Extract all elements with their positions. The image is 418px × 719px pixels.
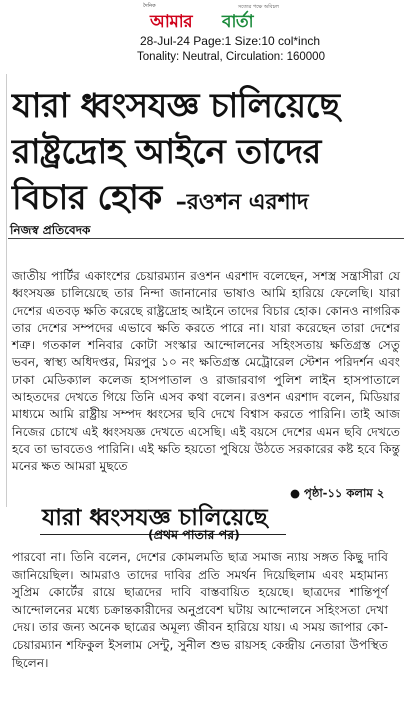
continuation-body: পারবো না। তিনি বলেন, দেশের কোমলমতি ছাত্র সমাজ ন্যায় সঙ্গত কিছু দাবি জানিয়েছিল। আমরাও তাদের দাবির প্রতি সমর্থন দিয়েছিলাম এবং মহামান্য সুপ্রিম কোর্টের রায়ে ছাত্রদের দাবি বাস্তবায়িত হয়েছে। ছাত্রদের শান্তিপূর্ণ আন্দোলনের মধ্যে চক্রান্তকারীদের অনুপ্রবেশ ঘটায় আন্দোলনে সহিংসতা দেখা দেয়। তার জন্য অনেক ছাত্রের অমূল্য জীবন হারিয়ে যায়। এ সময় জাপার কো-চেয়ারম্যান শফিকুল ইসলাম সেন্টু, সুনীল শুভ রায়সহ কেন্দ্রীয় নেতারা উপস্থিত ছিলেন। bbox=[12, 550, 388, 670]
newspaper-masthead bbox=[0, 0, 418, 30]
page-jump-reference: ● পৃষ্ঠা-১১ কলাম ২ bbox=[290, 486, 385, 500]
continuation-headline: যারা ধ্বংসযজ্ঞ চালিয়েছে bbox=[42, 505, 268, 531]
clipping-meta-tonality: Tonality: Neutral, Circulation: 160000 bbox=[137, 51, 325, 63]
logo-prefix: দৈনিক bbox=[143, 3, 156, 9]
logo-tagline: সত্যের পক্ষে অবিচল bbox=[238, 4, 279, 10]
headline-byline: –রওশন এরশাদ bbox=[175, 190, 309, 215]
logo-word-barta: বার্তা bbox=[222, 12, 254, 32]
headline-line-1: যারা ধ্বংসযজ্ঞ চালিয়েছে bbox=[12, 86, 340, 126]
reporter-credit: নিজস্ব প্রতিবেদক bbox=[10, 223, 91, 237]
headline-line-2: রাষ্ট্রদ্রোহ আইনে তাদের bbox=[12, 132, 321, 172]
continuation-label: (প্রথম পাতার পর) bbox=[148, 527, 240, 542]
headline-line-3-text: বিচার হোক bbox=[12, 178, 162, 218]
logo-word-amar: আমার bbox=[150, 12, 193, 32]
clipping-meta-date: 28-Jul-24 Page:1 Size:10 col*inch bbox=[139, 34, 321, 48]
divider bbox=[8, 238, 404, 239]
article-body: জাতীয় পার্টির একাংশের চেয়ারম্যান রওশন এরশাদ বলেছেন, সশস্ত্র সন্ত্রাসীরা যে ধ্বংসযজ্ঞ চালিয়েছে তার নিন্দা জানানোর ভাষাও আমি হারিয়ে ফেলেছি। যারা দেশের এতবড় ক্ষতি করেছে রাষ্ট্রদ্রোহ আইনে তাদের বিচার হোক। কোনও নাগরিক তার দেশের সম্পদের এভাবে ক্ষতি করতে পারে না। যারা করেছেন তারা দেশের শত্রু। গতকাল শনিবার কোটা সংস্কার আন্দোলনের সহিংসতায় ক্ষতিগ্রস্ত সেতু ভবন, স্বাস্থ্য অধিদপ্তর, মিরপুর ১০ নং ক্ষতিগ্রস্ত মেট্রোরেল স্টেশন পরিদর্শন এবং ঢাকা মেডিক্যাল কলেজ হাসপাতাল ও রাজারবাগ পুলিশ লাইন হাসপাতালে আহতদের দেখতে গিয়ে তিনি এসব কথা বলেন। রওশন এরশাদ বলেন, মিডিয়ার মাধ্যমে আমি রাষ্ট্রীয় সম্পদ ধ্বংসের ছবি দেখে বিশ্বাস করতে পারিনি। তাই আজ নিজের চোখে এই ধ্বংসযজ্ঞ দেখতে এসেছি। এই বয়সে দেশের এমন ছবি দেখতে হবে তা ভাবতেও পারিনি। এই ক্ষতি হয়তো পুষিয়ে উঠতে সরকারের কষ্ট হবে কিন্তু মনের ক্ষত আমরা মুছতে bbox=[12, 269, 400, 474]
headline-line-3 bbox=[12, 176, 309, 225]
